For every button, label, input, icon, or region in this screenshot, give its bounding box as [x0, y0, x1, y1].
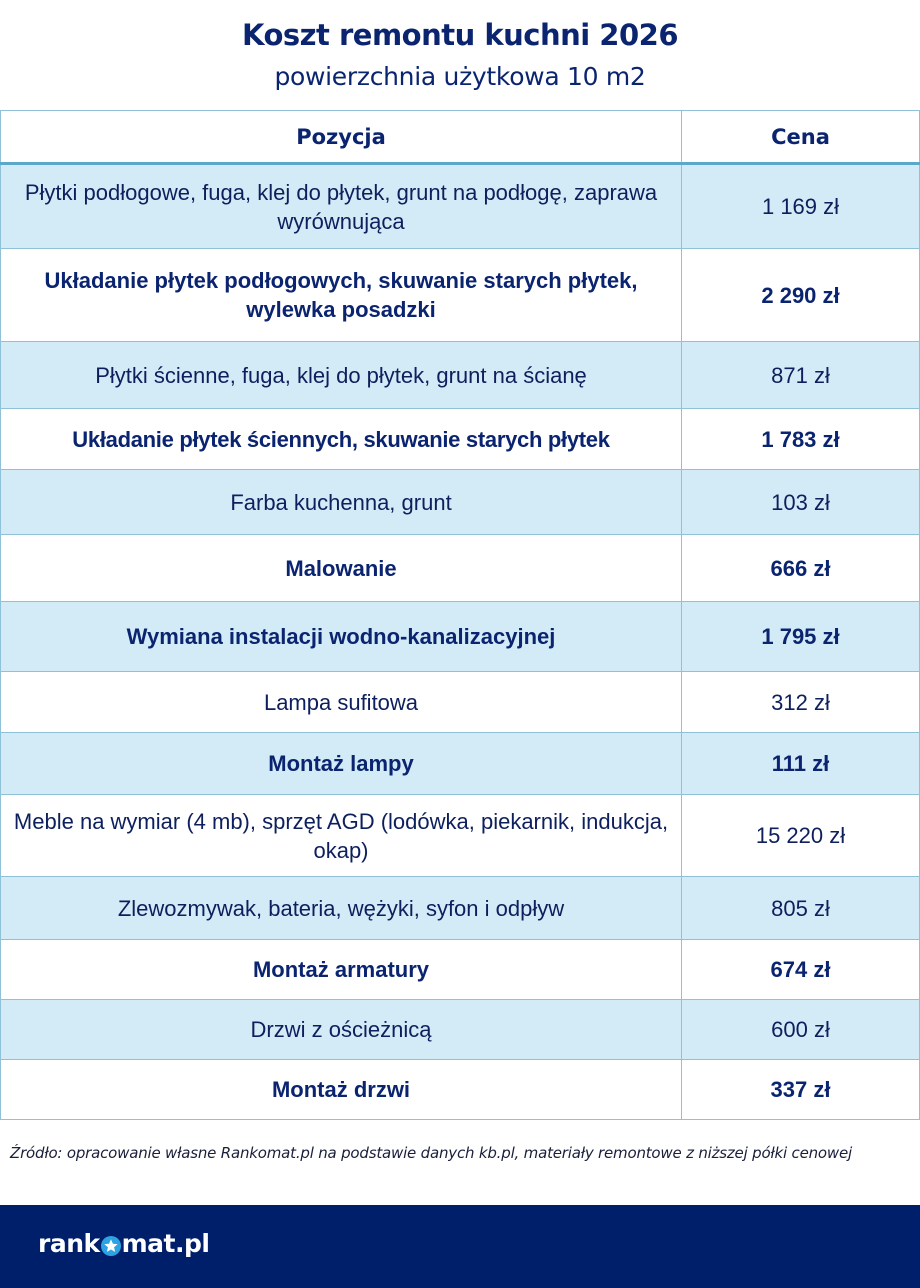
item-cell: Drzwi z ościeżnicą	[1, 1000, 682, 1060]
rankomat-logo[interactable]	[38, 1229, 209, 1258]
item-cell: Układanie płytek podłogowych, skuwanie starych płytek, wylewka posadzki	[1, 249, 682, 342]
footer-band	[0, 1205, 920, 1288]
item-cell: Montaż armatury	[1, 940, 682, 1000]
price-cell: 1 783 zł	[682, 409, 920, 470]
item-cell: Lampa sufitowa	[1, 672, 682, 733]
item-cell: Montaż drzwi	[1, 1060, 682, 1120]
table-row	[1, 249, 920, 342]
price-cell: 1 795 zł	[682, 602, 920, 672]
star-o-icon	[101, 1236, 121, 1256]
price-cell: 103 zł	[682, 470, 920, 535]
table-row	[1, 602, 920, 672]
item-cell: Płytki ścienne, fuga, klej do płytek, grunt na ścianę	[1, 342, 682, 409]
item-cell: Wymiana instalacji wodno-kanalizacyjnej	[1, 602, 682, 672]
table-row	[1, 470, 920, 535]
table-row	[1, 1060, 920, 1120]
price-cell: 805 zł	[682, 877, 920, 940]
item-cell: Montaż lampy	[1, 733, 682, 795]
table-row	[1, 733, 920, 795]
item-cell: Układanie płytek ściennych, skuwanie starych płytek	[1, 409, 682, 470]
logo-text-left: rank	[38, 1229, 100, 1258]
table-row	[1, 877, 920, 940]
page-title: Koszt remontu kuchni 2026	[241, 18, 678, 52]
item-cell: Płytki podłogowe, fuga, klej do płytek, grunt na podłogę, zaprawa wyrównująca	[1, 164, 682, 249]
source-note: Źródło: opracowanie własne Rankomat.pl na podstawie danych kb.pl, materiały remontowe z niższej półki cenowej	[10, 1144, 852, 1162]
item-cell: Malowanie	[1, 535, 682, 602]
table-row	[1, 940, 920, 1000]
table-row	[1, 1000, 920, 1060]
column-header-price: Cena	[682, 111, 920, 164]
cost-table	[0, 110, 920, 1120]
price-cell: 674 zł	[682, 940, 920, 1000]
price-cell: 666 zł	[682, 535, 920, 602]
price-cell: 111 zł	[682, 733, 920, 795]
item-cell: Farba kuchenna, grunt	[1, 470, 682, 535]
column-header-item: Pozycja	[1, 111, 682, 164]
price-cell: 312 zł	[682, 672, 920, 733]
price-cell: 871 zł	[682, 342, 920, 409]
table-row	[1, 535, 920, 602]
logo-text-right: mat.pl	[121, 1229, 210, 1258]
price-cell: 337 zł	[682, 1060, 920, 1120]
price-cell: 15 220 zł	[682, 795, 920, 877]
page-subtitle: powierzchnia użytkowa 10 m2	[274, 62, 646, 91]
table-row	[1, 164, 920, 249]
table-header-row	[1, 111, 920, 164]
table-row	[1, 795, 920, 877]
table-row	[1, 342, 920, 409]
item-cell: Zlewozmywak, bateria, wężyki, syfon i odpływ	[1, 877, 682, 940]
price-cell: 600 zł	[682, 1000, 920, 1060]
price-cell: 2 290 zł	[682, 249, 920, 342]
item-cell: Meble na wymiar (4 mb), sprzęt AGD (lodówka, piekarnik, indukcja, okap)	[1, 795, 682, 877]
table-row	[1, 409, 920, 470]
price-cell: 1 169 zł	[682, 164, 920, 249]
table-row	[1, 672, 920, 733]
